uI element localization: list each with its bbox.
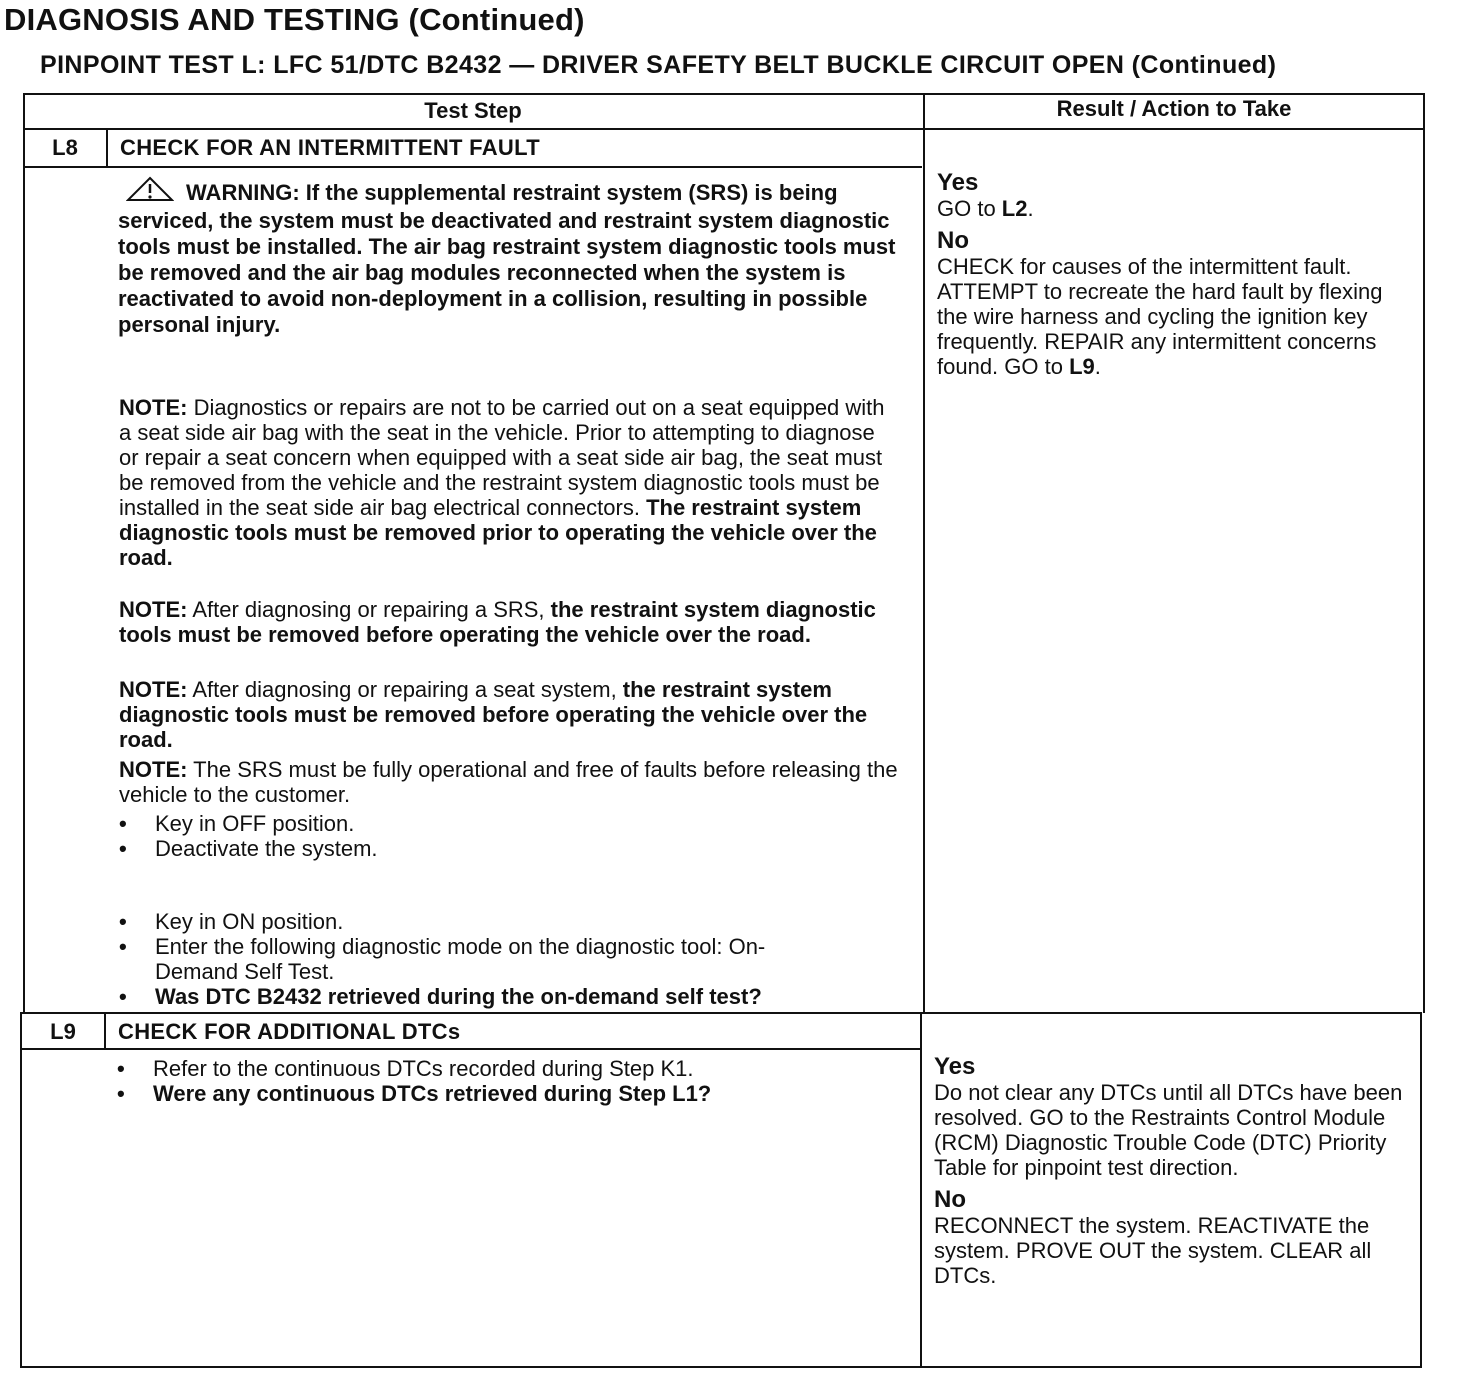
note-text: After diagnosing or repairing a SRS, <box>187 597 551 622</box>
l9-id-divider <box>104 1012 106 1049</box>
note-label: NOTE: <box>119 597 188 622</box>
list-item: • Key in ON position. <box>119 909 839 934</box>
list-item: • Enter the following diagnostic mode on the diagnostic tool: On-Demand Self Test. <box>119 934 839 984</box>
l8-l9-divider <box>22 1012 1422 1014</box>
l9-result <box>934 1053 1418 1294</box>
page-title: DIAGNOSIS AND TESTING (Continued) <box>4 2 585 37</box>
table-top-border <box>24 93 1424 95</box>
l8-question: • Was DTC B2432 retrieved during the on-demand self test? <box>119 984 839 1009</box>
l9-title-bottom-border <box>22 1048 922 1050</box>
table-right-border <box>1423 93 1425 1013</box>
column-divider <box>923 93 925 1013</box>
column-header-test-step: Test Step <box>424 98 522 123</box>
warning-text: WARNING: If the supplemental restraint system (SRS) is being serviced, the system must be deactivated and restraint system diagnostic tools must be installed. The air bag restraint system diagnostic tools must be removed and the air bag modules reconnected when the system is reactivated to avoid non-deployment in a collision, resulting in possible personal injury. <box>118 180 896 337</box>
l8-title-bottom-border <box>24 166 922 168</box>
result-yes-label: Yes <box>937 169 979 196</box>
step-id-l9: L9 <box>50 1019 76 1044</box>
warning-triangle-icon <box>126 176 174 208</box>
result-no-text: RECONNECT the system. REACTIVATE the system. PROVE OUT the system. CLEAR all DTCs. <box>934 1213 1372 1288</box>
header-bottom-border <box>24 128 1424 130</box>
goto-step-link[interactable]: L9 <box>1069 354 1095 379</box>
l8-result <box>937 169 1419 385</box>
list-item: • Refer to the continuous DTCs recorded during Step K1. <box>117 1056 907 1081</box>
l9-bullets <box>117 1056 907 1106</box>
note-text: Diagnostics or repairs are not to be carried out on a seat equipped with a seat side air bag with the seat in the vehicle. Prior to attempting to diagnose or repair a seat concern when equipped with a seat side air bag, the seat must be removed from the vehicle and the restraint system diagnostic tools must be installed in the seat side air bag electrical connectors. <box>119 395 885 520</box>
table-left-border <box>23 93 25 1013</box>
l8-bullets-off <box>119 811 899 861</box>
note-text: The SRS must be fully operational and free of faults before releasing the vehicle to the customer. <box>119 757 898 807</box>
note-3 <box>119 677 899 752</box>
result-no-label: No <box>937 227 969 254</box>
l8-id-divider <box>106 128 108 167</box>
step-title-l8: CHECK FOR AN INTERMITTENT FAULT <box>120 135 540 160</box>
note-bold-text: The restraint system diagnostic tools must be removed prior to operating the vehicle over the road. <box>119 495 877 570</box>
list-item: • Deactivate the system. <box>119 836 899 861</box>
result-no-text: CHECK for causes of the intermittent fault. ATTEMPT to recreate the hard fault by flexing the wire harness and cycling the ignition key frequently. REPAIR any intermittent concerns found. GO to L9. <box>937 254 1383 379</box>
step-id-l8: L8 <box>52 135 78 160</box>
note-2 <box>119 597 899 647</box>
column-divider-lower <box>920 1012 922 1367</box>
step-title-l9: CHECK FOR ADDITIONAL DTCs <box>118 1019 461 1044</box>
note-bold-text: the restraint system diagnostic tools must be removed before operating the vehicle over the road. <box>119 677 868 752</box>
l8-bullets-on <box>119 909 839 1009</box>
table-left-border-lower <box>20 1012 22 1367</box>
note-label: NOTE: <box>119 757 188 782</box>
goto-step-link[interactable]: L2 <box>1001 196 1028 221</box>
note-label: NOTE: <box>119 395 188 420</box>
result-yes-label: Yes <box>934 1053 976 1080</box>
result-yes-text: GO to L2. <box>937 196 1034 221</box>
note-1 <box>119 395 899 570</box>
note-label: NOTE: <box>119 677 188 702</box>
l9-question: • Were any continuous DTCs retrieved during Step L1? <box>117 1081 907 1106</box>
result-yes-text: Do not clear any DTCs until all DTCs have been resolved. GO to the Restraints Control Module (RCM) Diagnostic Trouble Code (DTC) Priority Table for pinpoint test direction. <box>934 1080 1403 1180</box>
note-bold-text: the restraint system diagnostic tools must be removed before operating the vehicle over the road. <box>119 597 876 647</box>
warning-block <box>118 176 908 338</box>
pinpoint-test-title: PINPOINT TEST L: LFC 51/DTC B2432 — DRIVER SAFETY BELT BUCKLE CIRCUIT OPEN (Continued) <box>40 51 1277 79</box>
result-no-label: No <box>934 1186 966 1213</box>
table-right-border-lower <box>1420 1012 1422 1367</box>
list-item: • Key in OFF position. <box>119 811 899 836</box>
note-4 <box>119 757 899 807</box>
note-text: After diagnosing or repairing a seat system, <box>187 677 623 702</box>
column-header-result: Result / Action to Take <box>1056 96 1292 121</box>
table-bottom-border <box>20 1366 1422 1368</box>
